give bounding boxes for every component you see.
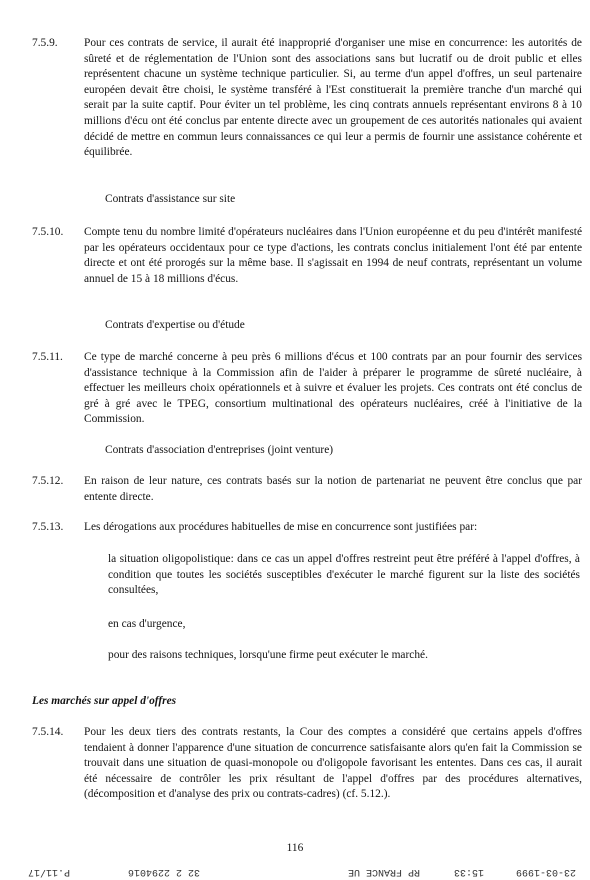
paragraph-number: 7.5.10. <box>32 226 64 238</box>
subheading-expertise: Contrats d'expertise ou d'étude <box>105 319 245 331</box>
paragraph-number: 7.5.13. <box>32 521 64 533</box>
fax-time: 15:33 <box>453 866 484 877</box>
fax-sender: RP FRANCE UE <box>347 866 420 877</box>
paragraph-7-5-10 <box>32 225 582 287</box>
paragraph-number: 7.5.14. <box>32 726 64 738</box>
fax-transmission-footer <box>0 864 590 878</box>
paragraph-text: Les dérogations aux procédures habituelles de mise en concurrence sont justifiées par: <box>84 521 478 533</box>
fax-date: 23-03-1999 <box>515 866 576 877</box>
paragraph-7-5-13 <box>32 520 582 536</box>
paragraph-text: Pour les deux tiers des contrats restants, la Cour des comptes a considéré que certains appels d'offres tendaient à donner l'apparence d'une situation de concurrence satisfaisante alors qu'en fait la Commission se trouvait dans une situation de quasi-monopole ou d'oligopole favorisant les ententes. Dans ces cas, il aurait été nécessaire de contrôler les prix résultant de l'appel d'offres par des procédures alternatives, (décomposition et d'analyse des prix ou contrats-cadres) (cf. 5.12.). <box>84 726 582 801</box>
subheading-site-assistance: Contrats d'assistance sur site <box>105 193 236 205</box>
page-number: 116 <box>286 842 304 854</box>
paragraph-7-5-11 <box>32 350 582 428</box>
paragraph-7-5-9 <box>32 36 582 161</box>
paragraph-number: 7.5.9. <box>32 37 58 49</box>
paragraph-7-5-14 <box>32 725 582 803</box>
section-title: Les marchés sur appel d'offres <box>32 695 177 707</box>
list-item: la situation oligopolistique: dans ce cas un appel d'offres restreint peut être préféré à l'appel d'offres, à condition que toutes les sociétés susceptibles d'exécuter le marché figurent sur la liste des sociétés consultées, <box>108 553 580 597</box>
paragraph-text: En raison de leur nature, ces contrats basés sur la notion de partenariat ne peuvent être conclus que par entente directe. <box>84 475 582 503</box>
fax-page-count: P.11/17 <box>27 866 70 877</box>
paragraph-text: Ce type de marché concerne à peu près 6 millions d'écus et 100 contrats par an pour fournir des services d'assistance technique à la Commission afin de l'aider à préparer le programme de sûreté nucléaire, à effectuer les meilleurs choix opérationnels et à suivre et évaluer les projets. Ces contrats ont été conclus de gré à gré avec le TPEG, consortium multinational des opérateurs nucléaires, créé à l'initiative de la Commission. <box>84 351 582 426</box>
paragraph-7-5-12 <box>32 474 582 505</box>
paragraph-text: Compte tenu du nombre limité d'opérateurs nucléaires dans l'Union européenne et du peu d'intérêt manifesté par les opérateurs occidentaux pour ce type d'actions, les contrats conclus initialement l'ont été par entente directe et ont été prorogés sur la même base. Il s'agissait en 1994 de neuf contrats, représentant un volume annuel de 15 à 18 millions d'écus. <box>84 226 582 285</box>
paragraph-number: 7.5.12. <box>32 475 64 487</box>
list-item: en cas d'urgence, <box>108 618 186 630</box>
paragraph-number: 7.5.11. <box>32 351 63 363</box>
list-item: pour des raisons techniques, lorsqu'une firme peut exécuter le marché. <box>108 649 428 661</box>
paragraph-text: Pour ces contrats de service, il aurait été inapproprié d'organiser une mise en concurrence: les autorités de sûreté et de réglementation de l'Union sont des associations sans but lucratif ou de droit public et elles représentent chacune un système technique particulier. Si, au terme d'un appel d'offres, un seul partenaire européen devait être choisi, le système transféré à l'Est constituerait la première tranche d'un marché qui serait par la suite captif. Pour éviter un tel problème, les cinq contrats annuels représentant environs 8 à 10 millions d'écu ont été conclus par entente directe avec un groupement de ces autorités nationales qui avaient décidé de mettre en commun leurs connaissances ce qui leur a permis de fournir une assistance cohérente et équilibrée. <box>84 37 582 159</box>
subheading-joint-venture: Contrats d'association d'entreprises (joint venture) <box>105 444 334 456</box>
fax-number: 32 2 2294016 <box>127 866 200 877</box>
